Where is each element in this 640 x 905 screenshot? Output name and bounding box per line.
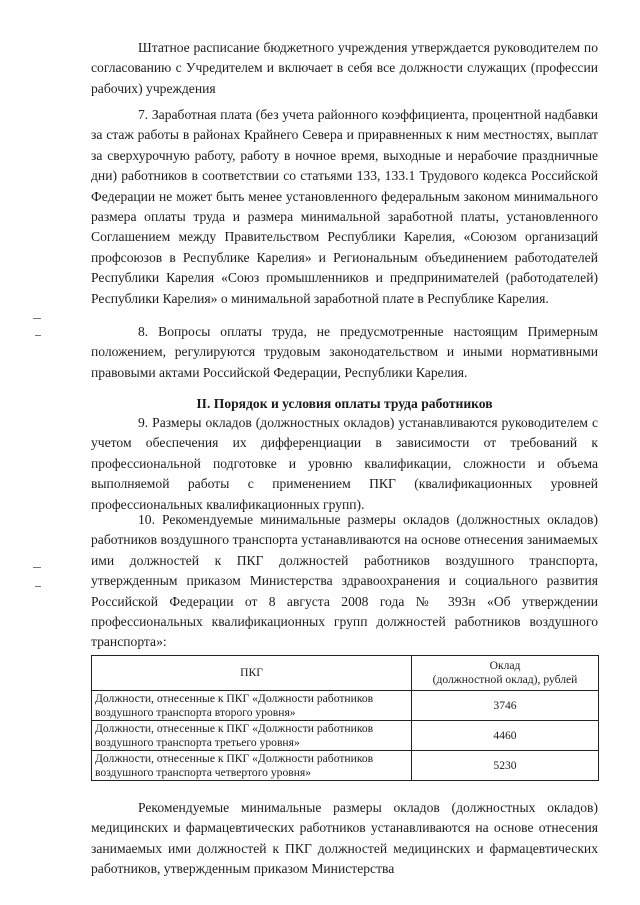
paragraph-9: 9. Размеры окладов (должностных окладов) устанавливаются руководителем с учетом обеспечения их дифференциации в зависимости от требований к профессиональной подготовке и уровню квалификации, сложности и объема выполняемой работы с применением ПКГ (квалификационных уровней профессиональных квалификационных групп). <box>91 415 598 512</box>
row-pkg-cell: Должности, отнесенные к ПКГ «Должности работников воздушного транспорта второго уровня» <box>92 691 412 721</box>
table-row <box>92 751 599 781</box>
paragraph-7: 7. Заработная плата (без учета районного коэффициента, процентной надбавки за стаж работы в районах Крайнего Севера и приравненных к ним местностях, выплат за сверхурочную работу, работу в ночное время, выходные и нерабочие праздничные дни) работников в соответствии со статьями 133, 133.1 Трудового кодекса Российской Федерации не может быть менее установленного федеральным законом минимального размера оплаты труда и размера минимальной заработной платы, установленного Соглашением между Правительством Республики Карелия, «Союзом организаций профсоюзов в Республике Карелия» и Региональным объединением работодателей Республики Карелия «Союз промышленников и предпринимателей (работодателей) Республики Карелия» о минимальной заработной плате в Республике Карелия. <box>91 107 598 306</box>
section-heading: II. Порядок и условия оплаты труда работников <box>196 396 493 411</box>
scan-mark <box>35 586 41 587</box>
header-salary-line2: (должностной оклад), рублей <box>432 673 578 686</box>
row-salary-cell: 4460 <box>412 721 599 751</box>
table-row <box>92 691 599 721</box>
table-header-row <box>92 656 599 691</box>
header-pkg: ПКГ <box>92 656 412 691</box>
salary-table <box>91 655 599 781</box>
paragraph-8: 8. Вопросы оплаты труда, не предусмотренные настоящим Примерным положением, регулируются трудовым законодательством и иными нормативными правовыми актами Российской Федерации, Республики Карелия. <box>91 324 598 380</box>
paragraph-medical: Рекомендуемые минимальные размеры окладов (должностных окладов) медицинских и фармацевтических работников устанавливаются на основе отнесения занимаемых ими должностей к ПКГ должностей медицинских и фармацевтических работников, утвержденным приказом Министерства <box>91 800 598 877</box>
table-row <box>92 721 599 751</box>
row-pkg-cell: Должности, отнесенные к ПКГ «Должности работников воздушного транспорта третьего уровня» <box>92 721 412 751</box>
header-salary <box>412 656 599 691</box>
scan-mark <box>33 318 41 319</box>
scan-mark <box>35 335 41 336</box>
row-pkg-cell: Должности, отнесенные к ПКГ «Должности работников воздушного транспорта четвертого уровня» <box>92 751 412 781</box>
row-salary-cell: 3746 <box>412 691 599 721</box>
row-salary-cell: 5230 <box>412 751 599 781</box>
scan-mark <box>33 567 41 568</box>
paragraph-staff-schedule: Штатное расписание бюджетного учреждения утверждается руководителем по согласованию с Учредителем и включает в себя все должности служащих (профессии рабочих) учреждения <box>91 40 598 96</box>
paragraph-10: 10. Рекомендуемые минимальные размеры окладов (должностных окладов) работников воздушного транспорта устанавливаются на основе отнесения занимаемых ими должностей к ПКГ должностей работников воздушного транспорта, утвержденным приказом Министерства здравоохранения и социального развития Российской Федерации от 8 августа 2008 года № 393н «Об утверждении профессиональных квалификационных групп должностей работников воздушного транспорта»: <box>91 512 598 650</box>
header-salary-line1: Оклад <box>489 659 521 672</box>
